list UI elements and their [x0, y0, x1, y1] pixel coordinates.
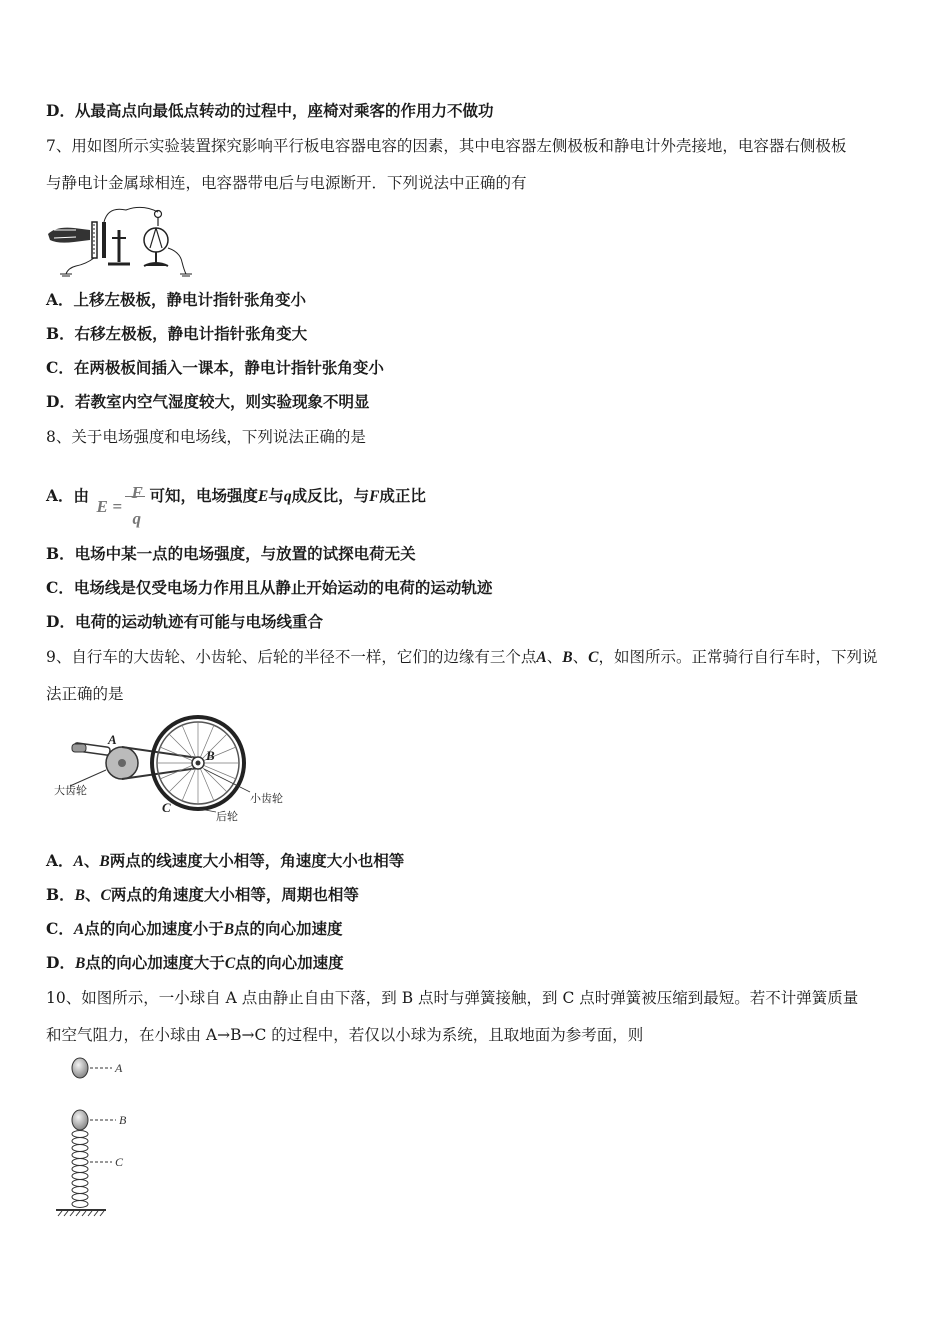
q7-option-b: B．右移左极板，静电计指针张角变大 — [46, 324, 308, 343]
sep: 、 — [546, 648, 563, 666]
q9-stem-line1 — [46, 647, 877, 668]
q8-option-a — [46, 474, 426, 528]
q10-stem-line1: 10、如图所示，一小球自 A 点由静止自由下落，到 B 点时与弹簧接触，到 C 点时弹簧被压缩到最短。若不计弹簧质量 — [46, 989, 859, 1007]
fig-label-rear-wheel: 后轮 — [216, 810, 238, 823]
q8-stem: 8、关于电场强度和电场线，下列说法正确的是 — [46, 428, 366, 446]
q10-stem-line2: 和空气阻力，在小球由 A→B→C 的过程中，若仅以小球为系统，且取地面为参考面，则 — [46, 1026, 644, 1044]
point-b: B — [562, 649, 573, 666]
q8-option-c: C．电场线是仅受电场力作用且从静止开始运动的电荷的运动轨迹 — [46, 578, 493, 597]
option-text: 点的向心加速度大于 — [85, 953, 225, 972]
point-c: C — [100, 887, 111, 904]
fig-label-a: A — [108, 732, 117, 747]
formula-lhs: E — [96, 497, 108, 516]
q8-option-b: B．电场中某一点的电场强度，与放置的试探电荷无关 — [46, 544, 416, 563]
option-text: 点的向心加速度小于 — [84, 919, 224, 938]
option-label: A． — [46, 851, 74, 870]
fig-label-a: A — [115, 1061, 123, 1075]
q7-option-d: D．若教室内空气湿度较大，则实验现象不明显 — [46, 392, 370, 411]
q9-option-d — [46, 953, 344, 974]
q7-option-c: C．在两极板间插入一课本，静电计指针张角变小 — [46, 358, 384, 377]
option-text: 点的向心加速度 — [234, 919, 343, 938]
q8-option-a-text1: 可知，电场强度 — [149, 486, 258, 505]
point-b: B — [74, 955, 86, 972]
point-b: B — [74, 887, 85, 904]
option-text: 点的向心加速度 — [235, 953, 344, 972]
ball-spring-figure — [50, 1054, 140, 1224]
point-a: A — [536, 649, 547, 666]
bicycle-gears-figure — [50, 712, 300, 824]
formula-numerator: F — [131, 483, 143, 502]
fig-label-b: B — [206, 748, 215, 763]
q9-option-c — [46, 919, 343, 940]
q7-option-a: A．上移左极板，静电计指针张角变小 — [46, 290, 307, 309]
q9-stem-line2: 法正确的是 — [46, 685, 124, 703]
point-b: B — [99, 853, 110, 870]
sep: 、 — [83, 851, 100, 870]
q7-stem-line1: 7、用如图所示实验装置探究影响平行板电容器电容的因素，其中电容器左侧极板和静电计外壳接地，电容器右侧极板 — [46, 137, 847, 155]
option-text: 两点的角速度大小相等，周期也相等 — [110, 885, 359, 904]
point-a: A — [73, 921, 85, 938]
fig-label-big-gear: 大齿轮 — [54, 784, 87, 797]
q7-stem-line2: 与静电计金属球相连，电容器带电后与电源断开．下列说法中正确的有 — [46, 174, 527, 192]
option-text: 两点的线速度大小相等，角速度大小也相等 — [109, 851, 405, 870]
fig-label-c: C — [162, 800, 171, 815]
q9-option-a — [46, 851, 404, 872]
q8-option-d: D．电荷的运动轨迹有可能与电场线重合 — [46, 612, 323, 631]
q8-option-a-prefix: A．由 — [46, 486, 90, 505]
option-label: D． — [46, 953, 75, 972]
fig-label-small-gear: 小齿轮 — [250, 792, 283, 805]
point-b: B — [223, 921, 235, 938]
formula-equals: = — [112, 497, 123, 516]
capacitor-electrometer-figure — [46, 200, 196, 278]
fig-label-c: C — [115, 1155, 124, 1169]
point-c: C — [224, 955, 236, 972]
formula-e-equals-f-over-q — [94, 475, 149, 528]
q8-option-a-text4: 成正比 — [379, 486, 426, 505]
q8-option-a-text2: 与 — [268, 486, 284, 505]
formula-denominator: q — [132, 509, 141, 528]
var-q: q — [283, 488, 292, 505]
q8-option-a-text3: 成反比，与 — [291, 486, 370, 505]
option-label: B． — [46, 885, 75, 904]
point-c: C — [588, 649, 599, 666]
var-e: E — [257, 488, 269, 505]
q6-option-d: D．从最高点向最低点转动的过程中，座椅对乘客的作用力不做功 — [46, 101, 494, 120]
q9-option-b — [46, 885, 359, 906]
q9-stem-text2: ，如图所示。正常骑行自行车时，下列说 — [598, 648, 878, 666]
var-f: F — [369, 488, 380, 505]
sep: 、 — [572, 648, 589, 666]
point-a: A — [73, 853, 84, 870]
fig-label-b: B — [119, 1113, 127, 1127]
q9-stem-text1: 9、自行车的大齿轮、小齿轮、后轮的半径不一样，它们的边缘有三个点 — [46, 648, 537, 666]
sep: 、 — [84, 885, 101, 904]
option-label: C． — [46, 919, 74, 938]
